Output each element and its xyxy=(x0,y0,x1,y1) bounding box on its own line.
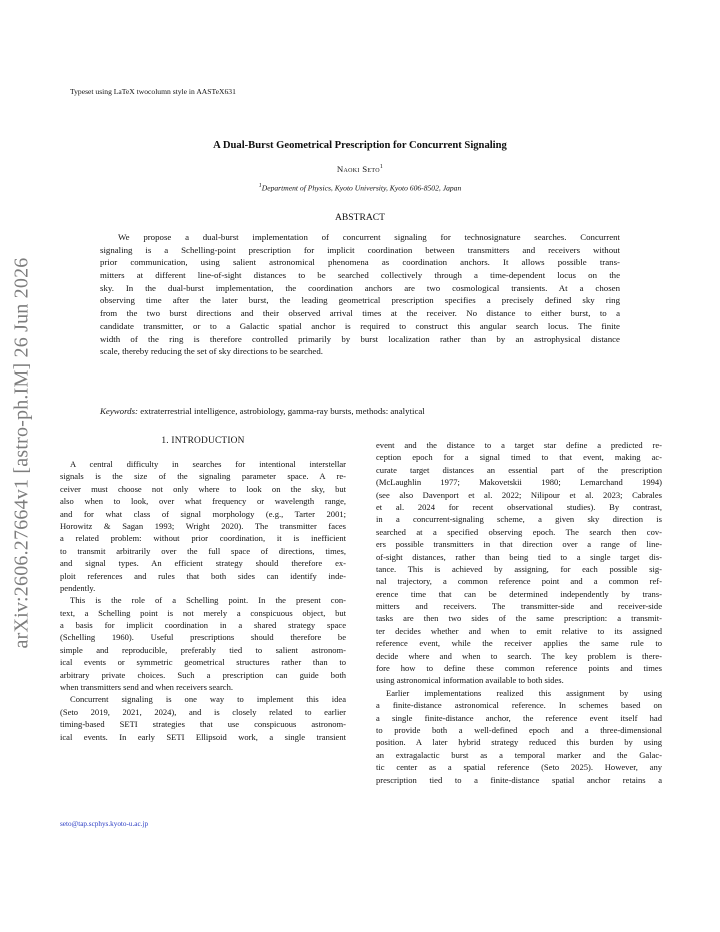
affiliation-mark: 1 xyxy=(258,183,262,189)
right-column-line: (McLaughlin 1977; Makovetskii 1980; Lemarchand 1994) xyxy=(376,477,662,488)
right-column-line: event and the distance to a target star define a predicted re- xyxy=(376,440,662,450)
affiliation-text: Department of Physics, Kyoto University, Kyoto 606-8502, Japan xyxy=(261,183,462,193)
right-column-line: to provide both a well-defined epoch and a three-dimensional xyxy=(376,724,662,735)
left-column-line: a related problem: without prior coordination, it is inefficient xyxy=(60,533,346,544)
right-column-line: et al. 2024 for recent observational studies). By contrast, xyxy=(376,501,662,512)
left-column-line: simple and reproducible, preferably tied to salient astronom- xyxy=(60,644,346,655)
abstract-line: candidate transmitter, or to a Galactic spatial anchor is required to construct this angular search locus. The finite xyxy=(100,320,620,331)
right-column-line: ter decides whether and when to emit relative to its assigned xyxy=(376,625,662,636)
typeset-text: Typeset using LaTeX twocolumn style in AASTeX631 xyxy=(70,87,236,96)
author-name: Naoki Seto xyxy=(336,164,380,174)
affiliation-line xyxy=(0,183,720,193)
left-column-line: also when to look, over what frequency or wavelength range, xyxy=(60,496,346,507)
right-column-line: tasks are then two sides of the same prescription: a transmit- xyxy=(376,613,662,624)
left-column-line: Concurrent signaling is one way to implement this idea xyxy=(70,694,346,705)
footnote-email[interactable]: seto@tap.scphys.kyoto-u.ac.jp xyxy=(60,820,149,828)
author-affil-mark: 1 xyxy=(379,164,384,171)
left-column-line: and signal types. An efficient strategy should therefore ex- xyxy=(60,558,346,569)
right-column-line: Earlier implementations realized this assignment by using xyxy=(386,687,662,698)
left-column-line: timing-based SETI strategies that use conspicuous astronom- xyxy=(60,719,346,730)
left-column xyxy=(60,458,346,743)
right-column-line: (see also Davenport et al. 2022; Nilipour et al. 2023; Cabrales xyxy=(376,489,662,500)
left-column-line: arbitrary private choices. Such a prescription can guide both xyxy=(60,669,346,680)
right-column-line: in a concurrent-signaling scheme, a given sky direction is xyxy=(376,514,662,525)
left-column-line: when transmitters send and when receivers search. xyxy=(60,682,234,693)
author-line xyxy=(0,164,720,174)
abstract-heading: ABSTRACT xyxy=(334,212,386,223)
right-column-line: reference event, while the receiver applies the same rule to xyxy=(376,638,662,649)
keywords-text: extraterrestrial intelligence, astrobiology, gamma-ray bursts, methods: analytical xyxy=(140,406,425,416)
right-column-line: prescription tied to a finite-distance spatial anchor retains a xyxy=(376,774,662,785)
right-column-line: decide where and when to search. The key problem is there- xyxy=(376,650,662,661)
abstract-line: width of the ring is therefore controlled primarily by burst localization rather than by an astrophysical distance xyxy=(100,333,620,344)
right-column-line: mitters and receivers. The transmitter-side and receiver-side xyxy=(376,601,662,612)
right-column-line: curate target distances an essential part of the prescription xyxy=(376,464,662,475)
left-column-line: A central difficulty in searches for intentional interstellar xyxy=(70,459,346,469)
left-column-line: ceiver must choose not only where to look on the sky, but xyxy=(60,483,346,494)
right-column-line: tic center as a spatial reference (Seto 2025). However, any xyxy=(376,762,662,773)
paper-title: A Dual-Burst Geometrical Prescription for Concurrent Signaling xyxy=(213,140,507,151)
right-column-line: using astronomical information available to both sides. xyxy=(376,675,564,686)
abstract-line: from the two burst directions and their observed arrival times at the receiver. No distance to either burst, to a xyxy=(100,308,620,319)
left-column-line: a basis for implicit coordination in a shared strategy space xyxy=(60,620,346,631)
left-column-line: signals is the size of the signaling parameter space. A re- xyxy=(60,471,346,482)
left-column-line: This is the role of a Schelling point. In the present con- xyxy=(70,595,346,606)
right-column-line: ception epoch for a signal timed to that event, making ac- xyxy=(376,452,662,463)
left-column-line: ical events. In early SETI Ellipsoid work, a single transient xyxy=(60,731,346,742)
typeset-note xyxy=(70,87,236,96)
left-column-line: Horowitz & Sagan 1993; Wright 2020). The transmitter faces xyxy=(60,520,346,531)
abstract-body xyxy=(100,231,620,358)
right-column-line: nal trajectory, a common reference point and a common ref- xyxy=(376,576,662,587)
right-column-line: a single finite-distance anchor, the reference event itself had xyxy=(376,712,662,723)
left-column-line: ploit references and rules that both sides can identify inde- xyxy=(60,570,346,581)
abstract-line: signaling is a Schelling-point prescription for implicit coordination between transmitters and receivers without xyxy=(100,244,620,255)
left-column-line: (Seto 2019, 2021, 2024), and is closely related to earlier xyxy=(60,706,346,717)
right-column-line: a finite-distance astronomical reference. In schemes based on xyxy=(376,700,662,711)
left-column-line: (Schelling 1960). Useful prescriptions should therefore be xyxy=(60,632,346,643)
right-column-line: of-sight distances, rather than being tied to a single target dis- xyxy=(376,551,662,562)
keywords-line xyxy=(100,406,620,416)
left-column-line: to transmit arbitrarily over the full space of directions, times, xyxy=(60,545,346,556)
left-column-line: ical events or symmetric geometrical structures rather than to xyxy=(60,657,346,668)
abstract-line: observing time after the later burst, the leading geometrical prescription specifies a precisely defined sky ring xyxy=(100,295,620,306)
abstract-line: scale, thereby reducing the set of sky directions to be searched. xyxy=(100,346,323,357)
left-column-line: pendently. xyxy=(60,582,96,593)
right-column-line: an extragalactic burst as a temporal marker and the Galac- xyxy=(376,749,662,760)
keywords-label: Keywords: xyxy=(100,406,138,416)
abstract-line: mitters at different line-of-sight distances to be searched collectively through a time-dependent locus on the xyxy=(100,270,620,281)
right-column-line: tance. This is achieved by assigning, for each possible sig- xyxy=(376,563,662,574)
section-heading: 1. INTRODUCTION xyxy=(161,436,245,446)
arxiv-stamp-text: arXiv:2606.27664v1 [astro-ph.IM] 26 Jun 2026 xyxy=(10,257,33,649)
left-column-line: and for what class of signal morphology (e.g., Tarter 2001; xyxy=(60,508,346,519)
abstract-line: We propose a dual-burst implementation of concurrent signaling for technosignature searches. Concurrent xyxy=(118,232,620,242)
abstract-line: sky. In the dual-burst implementation, the coordination anchors are two cosmological transients. At a chosen xyxy=(100,282,620,293)
right-column xyxy=(376,439,662,786)
right-column-line: ers possible transmitters in that direction over a range of line- xyxy=(376,539,662,550)
right-column-line: erence time that can be determined independently by trans- xyxy=(376,588,662,599)
left-column-line: text, a Schelling point is not merely a conspicuous object, but xyxy=(60,607,346,618)
right-column-line: position. A later hybrid strategy reduced this burden by using xyxy=(376,737,662,748)
right-column-line: searched at a specified observing epoch. The search then cov- xyxy=(376,526,662,537)
right-column-line: fore how to define these common reference points and times xyxy=(376,663,662,674)
abstract-line: prior communication, using salient astronomical phenomena as coordination anchors. It allows possible trans- xyxy=(100,257,620,268)
